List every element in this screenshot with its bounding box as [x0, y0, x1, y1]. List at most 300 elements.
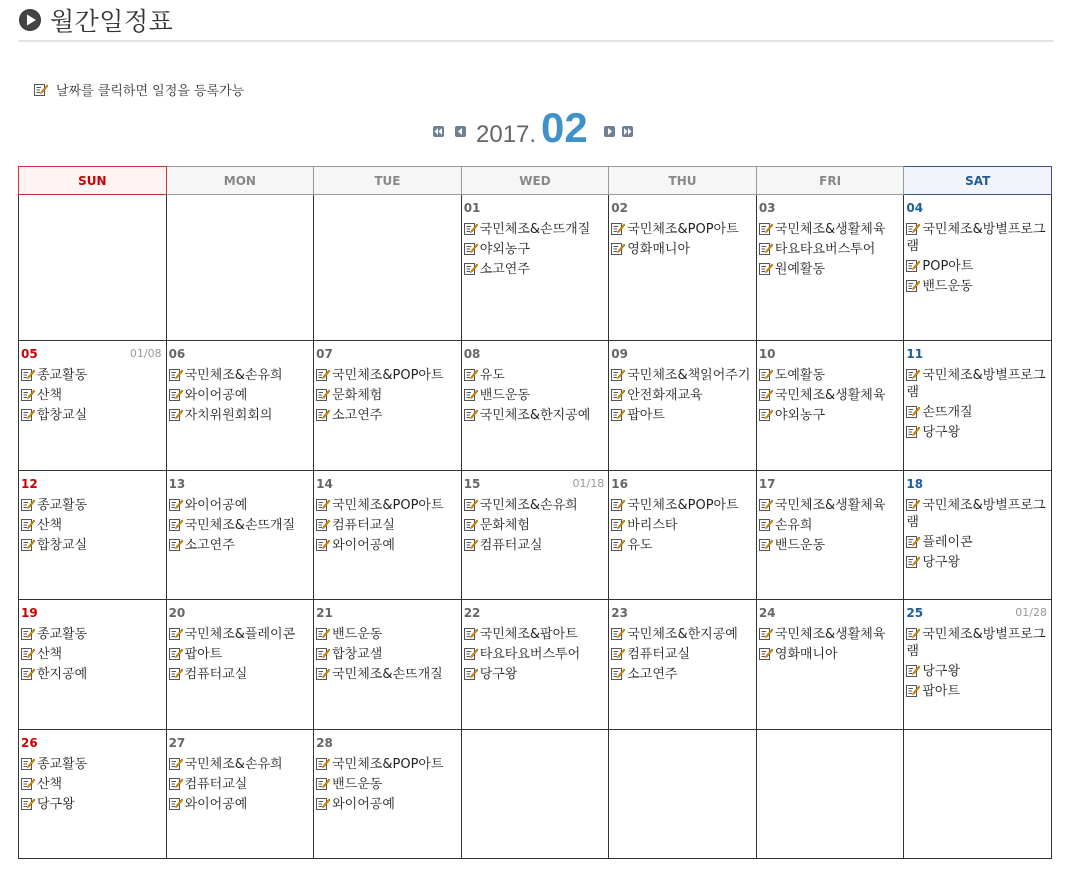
day-cell[interactable]: [19, 470, 167, 599]
memo-icon: [759, 408, 773, 421]
memo-icon: [21, 538, 35, 551]
event-label: 국민체조&POP아트: [627, 497, 739, 513]
memo-icon: [464, 408, 478, 421]
event-item[interactable]: [21, 756, 164, 773]
day-number[interactable]: 07: [316, 347, 333, 362]
event-item[interactable]: [611, 646, 754, 663]
month-navigator: [0, 104, 1080, 154]
memo-icon: [464, 498, 478, 511]
event-label: 산책: [37, 776, 63, 792]
empty-day-cell: [19, 195, 167, 341]
event-item[interactable]: [169, 367, 312, 384]
memo-icon: [464, 538, 478, 551]
memo-icon: [169, 667, 183, 680]
weekday-header-sat: SAT: [904, 167, 1052, 195]
memo-icon: [316, 538, 330, 551]
memo-icon: [464, 627, 478, 640]
event-item[interactable]: [906, 424, 1049, 441]
day-number[interactable]: 27: [168, 735, 186, 750]
event-item[interactable]: [169, 666, 312, 683]
event-label: 팝아트: [627, 408, 665, 424]
event-label: 컴퓨터교실: [627, 647, 691, 663]
event-item[interactable]: [464, 367, 607, 384]
memo-icon: [759, 222, 773, 235]
event-label: 한지공예: [37, 667, 88, 683]
event-label: 국민체조&손뜨개질: [479, 222, 591, 237]
event-item[interactable]: [21, 796, 164, 813]
event-item[interactable]: [759, 261, 902, 278]
event-item[interactable]: [21, 517, 164, 534]
event-item[interactable]: [316, 367, 459, 384]
day-cell[interactable]: [19, 341, 167, 470]
memo-icon: [21, 797, 35, 810]
day-number[interactable]: 17: [758, 476, 776, 491]
memo-icon: [611, 408, 625, 421]
event-item[interactable]: [316, 537, 459, 554]
month-label: 02: [541, 104, 588, 151]
day-number[interactable]: 06: [168, 347, 186, 362]
event-item[interactable]: [316, 387, 459, 404]
event-item[interactable]: [316, 407, 459, 424]
event-label: 국민체조&손뜨개질: [332, 667, 443, 683]
day-cell[interactable]: [314, 341, 462, 470]
empty-day-cell: [314, 195, 462, 341]
calendar-week-row: [19, 195, 1052, 341]
event-label: 유도: [627, 537, 653, 553]
event-label: 국민체조&생활체육: [774, 222, 886, 237]
memo-icon: [906, 279, 920, 292]
event-item[interactable]: [906, 278, 1049, 295]
event-label: 국민체조&POP아트: [332, 497, 444, 513]
memo-icon: [316, 498, 330, 511]
event-item[interactable]: [169, 517, 312, 534]
event-label: POP아트: [922, 259, 974, 274]
event-item[interactable]: [169, 646, 312, 663]
day-cell[interactable]: [609, 341, 757, 470]
event-label: 소고연주: [184, 537, 235, 553]
day-cell[interactable]: [314, 470, 462, 599]
event-label: 자치위원회회의: [184, 408, 273, 424]
day-cell[interactable]: [166, 470, 314, 599]
day-number[interactable]: 28: [316, 735, 333, 750]
day-number[interactable]: 09: [611, 347, 628, 362]
event-item[interactable]: [906, 626, 1049, 660]
event-item[interactable]: [316, 756, 459, 773]
event-label: 소고연주: [332, 408, 383, 424]
memo-icon: [759, 262, 773, 275]
memo-icon: [21, 777, 35, 790]
day-cell[interactable]: [461, 341, 609, 470]
event-item[interactable]: [759, 387, 902, 404]
day-number[interactable]: 01: [463, 201, 481, 215]
event-item[interactable]: [169, 497, 312, 514]
event-item[interactable]: [464, 261, 607, 278]
event-label: 합창교실: [37, 537, 88, 553]
memo-icon: [906, 222, 920, 235]
event-item[interactable]: [464, 497, 607, 514]
day-number[interactable]: 22: [463, 606, 481, 621]
event-label: 국민체조&방별프로그램: [906, 222, 1046, 254]
event-label: 종교활동: [37, 756, 88, 772]
day-number[interactable]: 25: [906, 606, 924, 621]
weekday-header-fri: FRI: [756, 167, 904, 195]
day-cell[interactable]: [756, 341, 904, 470]
calendar-week-row: [19, 729, 1052, 858]
event-label: 야외농구: [774, 408, 826, 424]
event-item[interactable]: [464, 241, 607, 258]
empty-day-cell: [609, 729, 757, 858]
event-label: 산책: [37, 388, 63, 404]
event-label: 밴드운동: [479, 388, 530, 404]
event-label: 타요타요버스투어: [479, 647, 581, 663]
day-number[interactable]: 19: [21, 606, 38, 621]
day-number[interactable]: 18: [906, 476, 924, 491]
day-cell[interactable]: [314, 600, 462, 729]
event-item[interactable]: [906, 221, 1049, 255]
memo-icon: [759, 627, 773, 640]
event-label: 국민체조&POP아트: [332, 756, 444, 772]
left-arrow-icon: [455, 126, 466, 137]
event-label: 종교활동: [37, 368, 88, 384]
day-cell[interactable]: [166, 729, 314, 858]
memo-icon: [464, 518, 478, 531]
day-cell[interactable]: [756, 600, 904, 729]
event-item[interactable]: [21, 776, 164, 793]
memo-icon: [21, 667, 35, 680]
event-item[interactable]: [611, 626, 754, 643]
event-label: 당구왕: [922, 554, 961, 570]
event-item[interactable]: [611, 517, 754, 534]
event-item[interactable]: [611, 666, 754, 683]
event-label: 원예활동: [774, 262, 826, 277]
event-item[interactable]: [169, 796, 312, 813]
day-number[interactable]: 11: [906, 347, 924, 362]
event-item[interactable]: [611, 537, 754, 554]
event-label: 와이어공예: [184, 497, 248, 513]
memo-icon: [169, 757, 183, 770]
lunar-date: 01/08: [129, 347, 162, 361]
event-item[interactable]: [21, 387, 164, 404]
memo-icon: [169, 538, 183, 551]
event-item[interactable]: [21, 407, 164, 424]
event-label: 밴드운동: [332, 627, 383, 643]
event-item[interactable]: [464, 517, 607, 534]
event-item[interactable]: [316, 517, 459, 534]
event-item[interactable]: [759, 626, 902, 643]
memo-icon: [21, 757, 35, 770]
day-number[interactable]: 24: [758, 606, 776, 621]
event-label: 밴드운동: [332, 776, 383, 792]
memo-icon: [611, 222, 625, 235]
memo-icon: [906, 425, 920, 438]
memo-icon: [611, 518, 625, 531]
memo-icon: [169, 797, 183, 810]
event-label: 국민체조&생활체육: [774, 627, 886, 643]
event-item[interactable]: [464, 387, 607, 404]
event-item[interactable]: [316, 626, 459, 643]
event-label: 야외농구: [479, 242, 530, 257]
memo-icon: [169, 408, 183, 421]
event-item[interactable]: [169, 776, 312, 793]
day-number[interactable]: 04: [906, 201, 924, 215]
day-cell[interactable]: [904, 470, 1052, 599]
day-number[interactable]: 23: [611, 606, 628, 621]
event-item[interactable]: [611, 221, 754, 238]
memo-icon: [906, 684, 920, 697]
event-item[interactable]: [759, 537, 902, 554]
lunar-date: 01/18: [572, 476, 605, 490]
day-cell[interactable]: [461, 195, 609, 341]
day-cell[interactable]: [904, 600, 1052, 729]
day-cell[interactable]: [756, 195, 904, 341]
memo-icon: [464, 388, 478, 401]
event-label: 플레이콘: [922, 534, 973, 550]
weekday-header-sun: SUN: [19, 167, 167, 195]
event-label: 종교활동: [37, 627, 88, 643]
calendar-week-row: [19, 341, 1052, 470]
event-item[interactable]: [759, 646, 902, 663]
day-cell[interactable]: [19, 729, 167, 858]
event-label: 당구왕: [922, 664, 961, 680]
event-label: 합창교실: [37, 408, 88, 424]
memo-icon: [464, 262, 478, 275]
event-label: 당구왕: [922, 425, 961, 441]
calendar-week-row: [19, 600, 1052, 729]
event-label: 팝아트: [184, 647, 223, 663]
event-item[interactable]: [906, 497, 1049, 531]
day-number[interactable]: 15: [463, 476, 481, 491]
double-left-arrow-icon: [433, 126, 444, 137]
event-label: 소고연주: [479, 262, 530, 277]
event-label: 국민체조&POP아트: [627, 222, 739, 237]
memo-icon: [611, 647, 625, 660]
event-item[interactable]: [169, 537, 312, 554]
event-item[interactable]: [759, 367, 902, 384]
day-cell[interactable]: [166, 600, 314, 729]
event-item[interactable]: [169, 407, 312, 424]
calendar-body: [19, 195, 1052, 859]
memo-icon: [464, 647, 478, 660]
memo-icon: [759, 518, 773, 531]
event-label: 합창교샐: [332, 647, 383, 663]
event-item[interactable]: [21, 626, 164, 643]
event-label: 산책: [37, 517, 63, 533]
empty-day-cell: [904, 729, 1052, 858]
event-item[interactable]: [316, 776, 459, 793]
memo-icon: [906, 627, 920, 640]
event-item[interactable]: [759, 517, 902, 534]
day-number[interactable]: 10: [758, 347, 776, 362]
memo-icon: [611, 627, 625, 640]
day-number[interactable]: 16: [611, 476, 628, 491]
memo-icon: [906, 259, 920, 272]
memo-icon: [21, 388, 35, 401]
event-label: 종교활동: [37, 497, 88, 513]
day-number[interactable]: 21: [316, 606, 333, 621]
day-cell[interactable]: [609, 600, 757, 729]
event-label: 팝아트: [922, 684, 961, 700]
event-label: 국민체조&한지공예: [627, 627, 738, 643]
event-label: 국민체조&생활체육: [774, 497, 886, 513]
event-item[interactable]: [759, 221, 902, 238]
event-item[interactable]: [21, 497, 164, 514]
memo-icon: [611, 388, 625, 401]
event-label: 와이어공예: [332, 796, 395, 812]
event-label: 국민체조&방별프로그램: [906, 368, 1046, 401]
event-item[interactable]: [759, 407, 902, 424]
next-year-button[interactable]: [622, 126, 633, 137]
event-label: 컴퓨터교실: [184, 776, 248, 792]
memo-icon: [21, 647, 35, 660]
memo-icon: [169, 647, 183, 660]
event-label: 문화체험: [479, 517, 530, 533]
event-label: 국민체조&손뜨개질: [184, 517, 296, 533]
event-item[interactable]: [906, 683, 1049, 700]
day-number[interactable]: 26: [21, 735, 38, 750]
event-item[interactable]: [906, 367, 1049, 401]
weekday-header-row: [19, 167, 1052, 195]
event-item[interactable]: [759, 497, 902, 514]
event-label: 밴드운동: [922, 279, 973, 294]
day-number[interactable]: 12: [21, 476, 38, 491]
memo-icon: [759, 538, 773, 551]
event-item[interactable]: [464, 537, 607, 554]
event-label: 밴드운동: [774, 537, 826, 553]
empty-day-cell: [461, 729, 609, 858]
day-cell[interactable]: [166, 341, 314, 470]
memo-icon: [21, 408, 35, 421]
next-month-button[interactable]: [604, 126, 615, 137]
event-label: 컴퓨터교실: [479, 537, 543, 553]
lunar-date: 01/28: [1015, 606, 1047, 620]
event-label: 영화매니아: [774, 647, 838, 663]
event-item[interactable]: [464, 407, 607, 424]
memo-icon: [906, 368, 920, 381]
event-item[interactable]: [21, 666, 164, 683]
event-label: 국민체조&손유희: [184, 756, 283, 772]
notice-label: 날짜를 클릭하면 일정을 등록가능: [56, 84, 245, 99]
memo-icon: [464, 242, 478, 255]
memo-icon: [316, 797, 330, 810]
event-label: 국민체조&방별프로그램: [906, 627, 1046, 660]
day-cell[interactable]: [461, 600, 609, 729]
memo-icon: [759, 368, 773, 381]
page-title: 월간일정표: [50, 7, 174, 36]
right-arrow-icon: [604, 126, 615, 137]
event-label: 바리스타: [627, 517, 678, 533]
day-cell[interactable]: [19, 600, 167, 729]
event-item[interactable]: [169, 756, 312, 773]
memo-icon: [169, 368, 183, 381]
day-number[interactable]: 03: [758, 201, 776, 215]
day-number[interactable]: 20: [168, 606, 186, 621]
double-right-arrow-icon: [622, 126, 633, 137]
event-item[interactable]: [464, 666, 607, 683]
event-item[interactable]: [169, 626, 312, 643]
event-label: 국민체조&손유희: [479, 497, 578, 513]
event-item[interactable]: [316, 497, 459, 514]
event-item[interactable]: [906, 554, 1049, 571]
event-item[interactable]: [611, 367, 754, 384]
memo-icon: [169, 498, 183, 511]
event-label: 도예활동: [774, 368, 826, 384]
memo-icon: [611, 498, 625, 511]
day-cell[interactable]: [904, 195, 1052, 341]
memo-icon: [611, 242, 625, 255]
event-item[interactable]: [759, 241, 902, 258]
event-label: 컴퓨터교실: [332, 517, 395, 533]
day-number[interactable]: 13: [168, 476, 186, 491]
memo-icon: [906, 535, 920, 548]
day-number[interactable]: 14: [316, 476, 333, 491]
memo-icon: [906, 405, 920, 418]
day-cell[interactable]: [904, 341, 1052, 470]
day-number[interactable]: 05: [21, 347, 38, 362]
event-item[interactable]: [21, 537, 164, 554]
memo-icon: [316, 518, 330, 531]
notice-text: [34, 80, 244, 99]
event-item[interactable]: [611, 407, 754, 424]
event-item[interactable]: [316, 646, 459, 663]
prev-year-button[interactable]: [433, 126, 444, 137]
event-label: 안전화재교육: [627, 388, 703, 404]
memo-icon: [611, 667, 625, 680]
memo-icon: [316, 777, 330, 790]
event-item[interactable]: [316, 796, 459, 813]
event-item[interactable]: [906, 663, 1049, 680]
event-item[interactable]: [169, 387, 312, 404]
day-cell[interactable]: [314, 729, 462, 858]
event-item[interactable]: [316, 666, 459, 683]
event-item[interactable]: [464, 626, 607, 643]
event-label: 당구왕: [479, 667, 518, 683]
event-item[interactable]: [464, 221, 607, 238]
day-cell[interactable]: [609, 470, 757, 599]
event-item[interactable]: [906, 258, 1049, 275]
day-number[interactable]: 08: [463, 347, 481, 362]
day-cell[interactable]: [756, 470, 904, 599]
memo-icon: [21, 368, 35, 381]
event-label: 산책: [37, 647, 63, 663]
event-item[interactable]: [906, 404, 1049, 421]
day-cell[interactable]: [609, 195, 757, 341]
weekday-header-thu: THU: [609, 167, 757, 195]
memo-icon: [906, 498, 920, 511]
day-number[interactable]: 02: [611, 201, 628, 215]
empty-day-cell: [166, 195, 314, 341]
day-cell[interactable]: [461, 470, 609, 599]
event-item[interactable]: [464, 646, 607, 663]
event-item[interactable]: [906, 534, 1049, 551]
event-item[interactable]: [21, 646, 164, 663]
play-circle-icon: [18, 8, 42, 32]
memo-icon: [316, 647, 330, 660]
memo-icon: [169, 777, 183, 790]
event-label: 손뜨개질: [922, 405, 973, 421]
event-item[interactable]: [21, 367, 164, 384]
prev-month-button[interactable]: [455, 126, 466, 137]
weekday-header-mon: MON: [166, 167, 314, 195]
event-item[interactable]: [611, 241, 754, 258]
event-label: 국민체조&방별프로그램: [906, 497, 1046, 530]
event-label: 국민체조&플레이콘: [184, 627, 296, 643]
memo-icon: [316, 757, 330, 770]
event-item[interactable]: [611, 497, 754, 514]
memo-icon: [169, 518, 183, 531]
event-label: 국민체조&한지공예: [479, 408, 591, 424]
memo-icon: [464, 667, 478, 680]
event-item[interactable]: [611, 387, 754, 404]
